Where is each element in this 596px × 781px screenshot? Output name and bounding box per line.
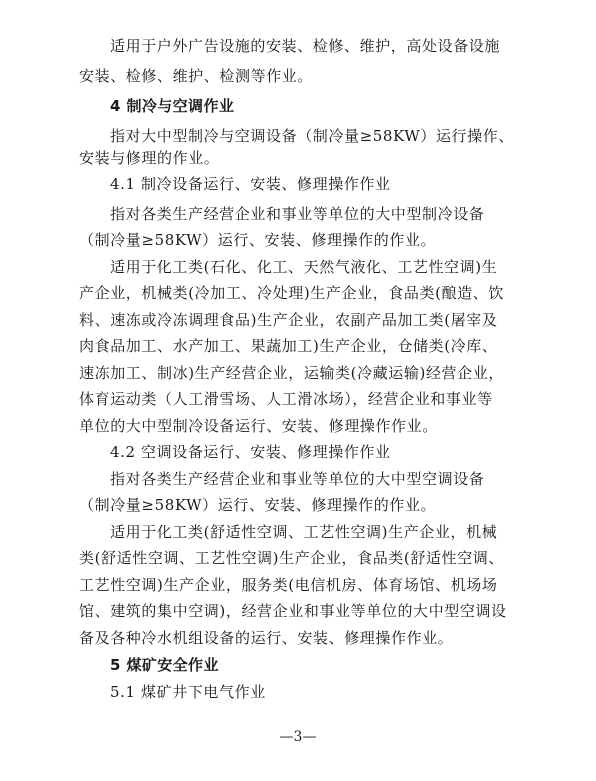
paragraph-line: 适用于户外广告设施的安装、检修、维护，高处设备设施	[110, 37, 501, 55]
paragraph-line: 适用于化工类(石化、化工、天然气液化、工艺性空调)生	[110, 258, 498, 276]
paragraph-line: 产企业，机械类(冷加工、冷处理)生产企业，食品类(酿造、饮	[79, 284, 504, 302]
paragraph-line: 指对各类生产经营企业和事业等单位的大中型制冷设备	[110, 205, 485, 223]
subsection-heading-4-2: 4.2 空调设备运行、安装、修理操作作业	[110, 443, 391, 461]
page-number: —3—	[279, 729, 317, 745]
paragraph-line: 指对各类生产经营企业和事业等单位的大中型空调设备	[110, 470, 485, 488]
paragraph-line: 体育运动类（人工滑雪场、人工滑冰场），经营企业和事业等	[79, 390, 493, 408]
paragraph-line: 适用于化工类(舒适性空调、工艺性空调)生产企业，机械	[110, 523, 498, 541]
paragraph-line: 馆、建筑的集中空调)，经营企业和事业等单位的大中型空调设	[79, 602, 507, 620]
paragraph-line: 工艺性空调)生产企业，服务类(电信机房、体育场馆、机场场	[79, 576, 498, 594]
paragraph-line: 备及各种冷水机组设备的运行、安装、修理操作作业。	[79, 629, 454, 647]
paragraph-line: （制冷量≥58KW）运行、安装、修理操作的作业。	[79, 496, 437, 514]
subsection-heading-4-1: 4.1 制冷设备运行、安装、修理操作作业	[110, 175, 391, 193]
paragraph-line: 安装、检修、维护、检测等作业。	[79, 67, 314, 85]
paragraph-line: 肉食品加工、水产加工、果蔬加工)生产企业，仓储类(冷库、	[79, 337, 498, 355]
paragraph-line: 速冻加工、制冰)生产经营企业，运输类(冷藏运输)经营企业，	[79, 364, 504, 382]
section-heading-4: 4 制冷与空调作业	[110, 97, 235, 115]
paragraph-line: （制冷量≥58KW）运行、安装、修理操作的作业。	[79, 231, 437, 249]
paragraph-line: 料、速冻或冷冻调理食品)生产企业，农副产品加工类(屠宰及	[79, 311, 498, 329]
section-heading-5: 5 煤矿安全作业	[110, 656, 219, 674]
paragraph-line: 类(舒适性空调、工艺性空调)生产企业，食品类(舒适性空调、	[79, 549, 504, 567]
paragraph-line: 安装与修理的作业。	[79, 149, 220, 167]
subsection-heading-5-1: 5.1 煤矿井下电气作业	[110, 683, 266, 701]
paragraph-line: 指对大中型制冷与空调设备（制冷量≥58KW）运行操作、	[110, 127, 514, 145]
paragraph-line: 单位的大中型制冷设备运行、安装、修理操作作业。	[79, 417, 438, 435]
